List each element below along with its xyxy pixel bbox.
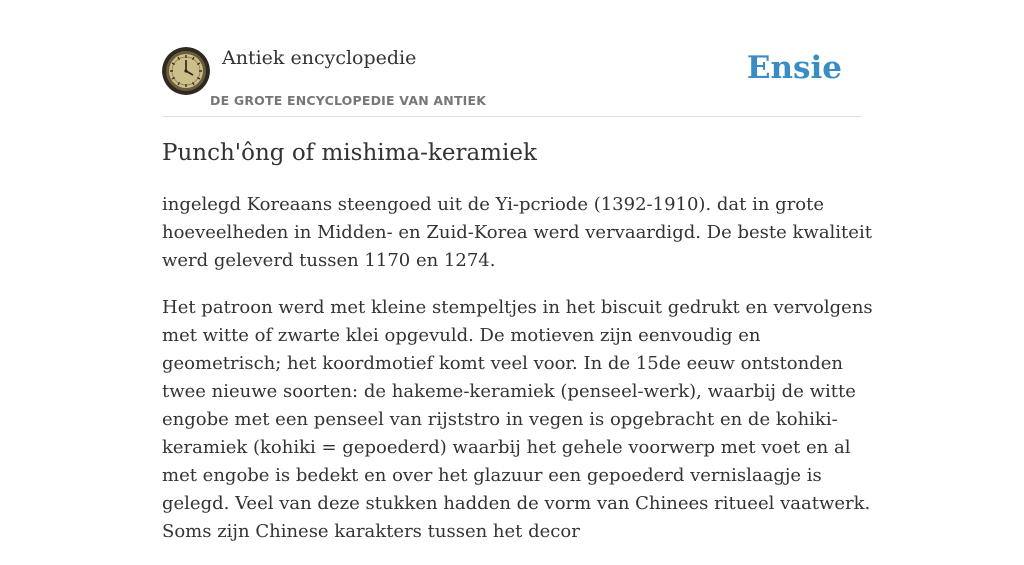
page-container — [162, 0, 873, 542]
antique-clock-icon[interactable] — [162, 47, 210, 95]
article-paragraph: Het patroon werd met kleine stempeltjes in het biscuit gedrukt en vervolgens met witte of zwarte klei opgevuld. De motieven zijn eenvoudig en geometrisch; het koordmotief komt veel voor. In de 15de eeuw ontstonden twee nieuwe soorten: de hakeme-keramiek (penseel-werk), waarbij de witte engobe met een penseel van rijststro in vegen is opgebracht en de kohiki-keramiek (kohiki = gepoederd) waarbij het gehele voorwerp met voet en al met engobe is bedekt en over het glazuur een gepoederd vernislaagje is gelegd. Veel van deze stukken hadden de vorm van Chinees ritueel vaatwerk. Soms zijn Chinese karakters tussen het decor — [162, 297, 873, 542]
article-body — [162, 191, 874, 565]
site-subtitle: DE GROTE ENCYCLOPEDIE VAN ANTIEK — [210, 93, 487, 108]
site-title[interactable]: Antiek encyclopedie — [222, 47, 417, 69]
page-title: Punch'ông of mishima-keramiek — [162, 140, 537, 166]
ensie-brand-link[interactable]: Ensie — [746, 50, 842, 86]
site-header — [162, 0, 862, 117]
article-paragraph: ingelegd Koreaans steengoed uit de Yi-pcriode (1392-1910). dat in grote hoeveelheden in Midden- en Zuid-Korea werd vervaardigd. De beste kwaliteit werd geleverd tussen 1170 en 1274. — [162, 194, 872, 271]
